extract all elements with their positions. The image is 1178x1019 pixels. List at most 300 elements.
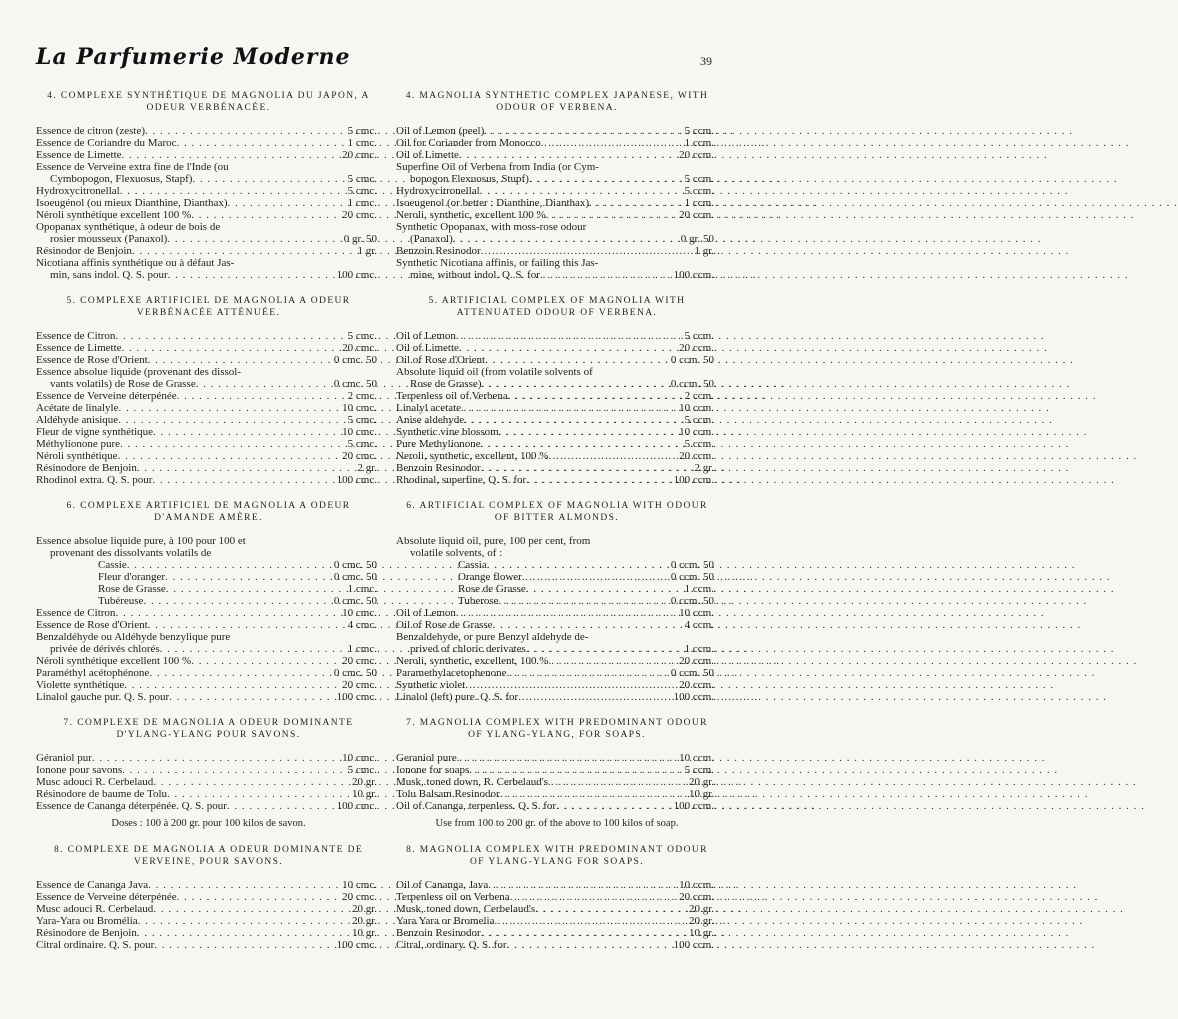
ingredient-name: Yara Yara or Bromelia	[396, 915, 495, 927]
ingredient-row	[36, 378, 381, 390]
french-column	[36, 90, 381, 965]
leader-dots	[459, 149, 642, 161]
ingredient-quantity: 10 cmc.	[342, 879, 377, 891]
leader-dots	[166, 583, 305, 595]
ingredient-row	[396, 691, 718, 703]
ingredient-row	[396, 269, 718, 281]
ingredient-name: Pure Methylionone	[396, 438, 481, 450]
ingredient-row	[396, 438, 718, 450]
ingredient-row	[396, 402, 718, 414]
ingredient-row	[36, 173, 381, 185]
recipe-heading: 4. COMPLEXE SYNTHÉTIQUE DE MAGNOLIA DU JAPON, A ODEUR VERBÉNACÉE.	[47, 91, 370, 113]
ingredient-row	[36, 342, 381, 354]
ingredient-quantity: 5 cmc.	[347, 414, 377, 426]
ingredient-row	[396, 173, 718, 185]
leader-dots	[227, 800, 305, 812]
ingredient-quantity: 1 cmc.	[347, 643, 377, 655]
ingredient-name: Linalol gauche pur. Q. S. pour	[36, 691, 170, 703]
leader-dots	[153, 426, 305, 438]
leader-dots	[456, 607, 642, 619]
ingredient-name: Violette synthétique	[36, 679, 125, 691]
ingredient-row	[396, 378, 718, 390]
page-header	[0, 0, 800, 80]
recipe-heading: 8. MAGNOLIA COMPLEX WITH PREDOMINANT ODOUR OF YLANG-YLANG FOR SOAPS.	[406, 845, 708, 867]
leader-dots	[481, 438, 642, 450]
ingredient-row	[36, 233, 381, 245]
ingredient-name: Musc adouci R. Cerbelaud	[36, 903, 154, 915]
leader-dots	[481, 462, 642, 474]
ingredient-row	[36, 595, 381, 607]
ingredient-name: Rose de Grasse)	[410, 378, 482, 390]
ingredient-name: prived of chloric derivates	[410, 643, 526, 655]
recipe-section	[396, 844, 718, 951]
ingredient-name: min, sans indol. Q. S. pour	[50, 269, 168, 281]
ingredient-quantity: 0 cmc. 50	[333, 667, 377, 679]
leader-dots	[115, 330, 305, 342]
ingredient-row	[396, 631, 718, 643]
leader-dots	[118, 450, 305, 462]
leader-dots	[92, 752, 305, 764]
ingredient-row	[36, 571, 381, 583]
ingredient-row	[36, 776, 381, 788]
ingredient-name: Essence de Verveine extra fine de l'Inde (ou	[36, 161, 229, 173]
ingredient-row	[396, 655, 718, 667]
leader-dots	[177, 891, 305, 903]
ingredient-quantity: 20 ccm.	[679, 655, 714, 667]
ingredient-name: Essence de Rose d'Orient	[36, 619, 148, 631]
ingredient-quantity: 1 cmc.	[347, 583, 377, 595]
ingredient-quantity: 20 cmc.	[342, 655, 377, 667]
ingredient-row	[36, 149, 381, 161]
leader-dots	[461, 402, 642, 414]
ingredient-quantity: 5 cmc.	[347, 764, 377, 776]
ingredient-name: Musk, toned down, Cerbelaud's	[396, 903, 536, 915]
leader-dots	[457, 752, 642, 764]
ingredient-quantity: 1 cmc.	[347, 137, 377, 149]
recipe-section	[36, 295, 381, 486]
leader-dots	[124, 679, 305, 691]
ingredient-quantity: 1 gr.	[694, 245, 714, 257]
ingredient-quantity: 10 gr.	[351, 927, 377, 939]
ingredient-row	[396, 233, 718, 245]
ingredient-name: Rhodinal, superfine, Q. S. for	[396, 474, 527, 486]
leader-dots	[143, 595, 305, 607]
leader-dots	[526, 643, 642, 655]
recipe-section	[36, 90, 381, 281]
ingredient-name: Benzaldéhyde ou Aldéhyde benzylique pure	[36, 631, 231, 643]
ingredient-row	[36, 891, 381, 903]
leader-dots	[149, 667, 305, 679]
ingredient-row	[36, 125, 381, 137]
leader-dots	[120, 438, 305, 450]
ingredient-name: Oil of Limette	[396, 149, 459, 161]
ingredient-name: Aldéhyde anisique	[36, 414, 119, 426]
leader-dots	[507, 667, 642, 679]
ingredient-quantity: 0 cmc. 50	[333, 595, 377, 607]
ingredient-name: Hydroxycitronellal	[36, 185, 120, 197]
ingredient-row	[36, 915, 381, 927]
ingredient-row	[36, 559, 381, 571]
ingredient-quantity: 0 ccm. 50	[670, 571, 714, 583]
ingredient-row	[36, 366, 381, 378]
ingredient-row	[396, 137, 718, 149]
ingredient-quantity: 20 cmc.	[342, 149, 377, 161]
ingredient-row	[396, 354, 718, 366]
leader-dots	[169, 691, 305, 703]
ingredient-quantity: 5 cmc.	[347, 330, 377, 342]
recipe-heading: 5. COMPLEXE ARTIFICIEL DE MAGNOLIA A ODEUR VERBÉNACÉE ATTÉNUÉE.	[66, 296, 351, 318]
ingredient-row	[36, 879, 381, 891]
ingredient-quantity: 100 cmc.	[336, 939, 377, 951]
leader-dots	[148, 354, 305, 366]
leader-dots	[481, 927, 642, 939]
ingredient-row	[36, 474, 381, 486]
ingredient-quantity: 100 ccm.	[673, 269, 714, 281]
ingredient-name: Synthetic Nicotiana affinis, or failing this Jas-	[396, 257, 599, 269]
ingredient-row	[36, 450, 381, 462]
ingredient-row	[36, 691, 381, 703]
leader-dots	[145, 125, 305, 137]
ingredient-name: Oil of Rose d'Orient	[396, 354, 486, 366]
ingredient-name: Oil of Lemon	[396, 607, 456, 619]
ingredient-row	[396, 619, 718, 631]
recipe-section	[36, 844, 381, 951]
recipe-section	[396, 295, 718, 486]
ingredient-name: Fleur d'oranger	[98, 571, 166, 583]
ingredient-row	[396, 927, 718, 939]
ingredient-quantity: 20 cmc.	[342, 891, 377, 903]
leader-dots	[118, 402, 305, 414]
ingredient-quantity: 20 gr.	[688, 903, 714, 915]
ingredient-name: Rose de Grasse	[98, 583, 166, 595]
ingredient-name: Essence de Limette	[36, 342, 122, 354]
leader-dots	[494, 915, 642, 927]
ingredient-quantity: 2 gr.	[357, 462, 377, 474]
leader-dots	[493, 619, 642, 631]
ingredient-quantity: 0 ccm. 50	[670, 378, 714, 390]
ingredient-quantity: 100 ccm.	[673, 691, 714, 703]
ingredient-quantity: 10 ccm.	[679, 752, 714, 764]
ingredient-quantity: 20 cmc.	[342, 209, 377, 221]
leader-dots	[499, 426, 642, 438]
ingredient-name: Essence de Limette	[36, 149, 122, 161]
ingredient-name: Synthetic violet	[396, 679, 466, 691]
ingredient-quantity: 100 cmc.	[336, 800, 377, 812]
ingredient-quantity: 20 ccm.	[679, 679, 714, 691]
ingredient-quantity: 20 gr.	[688, 915, 714, 927]
recipe-section	[396, 500, 718, 703]
ingredient-row	[396, 450, 718, 462]
ingredient-row	[396, 414, 718, 426]
ingredient-quantity: 0 cmc. 50	[333, 559, 377, 571]
ingredient-name: Musc adouci R. Cerbelaud	[36, 776, 154, 788]
ingredient-name: Linalyl acetate	[396, 402, 462, 414]
ingredient-row	[396, 667, 718, 679]
ingredient-name: Essence de Cananga déterpénée. Q. S. pour	[36, 800, 227, 812]
ingredient-name: Cassie	[98, 559, 127, 571]
ingredient-name: Essence de Citron	[36, 330, 116, 342]
ingredient-row	[396, 366, 718, 378]
ingredient-name: Cymbopogon, Flexuosus, Stapf)	[50, 173, 193, 185]
leader-dots	[191, 209, 305, 221]
ingredient-name: Absolute liquid oil (from volatile solvents of	[396, 366, 593, 378]
ingredient-quantity: 20 cmc.	[342, 342, 377, 354]
ingredient-name: vants volatils) de Rose de Grasse	[50, 378, 196, 390]
ingredient-name: Oil of Limette	[396, 342, 459, 354]
ingredient-row	[36, 245, 381, 257]
leader-dots	[165, 571, 305, 583]
leader-dots	[192, 173, 305, 185]
ingredient-row	[396, 161, 718, 173]
leader-dots	[228, 197, 305, 209]
ingredient-quantity: 10 ccm.	[679, 402, 714, 414]
ingredient-row	[396, 903, 718, 915]
ingredient-name: Citral, ordinary. Q. S. for	[396, 939, 507, 951]
english-column	[396, 90, 718, 965]
ingredient-row	[396, 535, 718, 547]
ingredient-quantity: 10 cmc.	[342, 752, 377, 764]
leader-dots	[160, 643, 305, 655]
ingredient-row	[36, 257, 381, 269]
leader-dots	[481, 378, 642, 390]
leader-dots	[122, 149, 305, 161]
ingredient-row	[36, 619, 381, 631]
ingredient-row	[396, 583, 718, 595]
leader-dots	[115, 607, 305, 619]
ingredient-row	[36, 197, 381, 209]
ingredient-name: Essence de Verveine déterpénée	[36, 891, 177, 903]
ingredient-quantity: 10 gr.	[688, 927, 714, 939]
ingredient-name: Neroli, synthetic, excellent 100 %	[396, 209, 546, 221]
leader-dots	[480, 185, 642, 197]
ingredient-row	[396, 185, 718, 197]
ingredient-row	[36, 438, 381, 450]
ingredient-row	[36, 185, 381, 197]
ingredient-name: Paraméthyl acétophénone	[36, 667, 150, 679]
ingredient-row	[396, 679, 718, 691]
ingredient-quantity: 5 ccm.	[684, 438, 714, 450]
ingredient-name: Essence de Cananga Java	[36, 879, 149, 891]
ingredient-name: Résinodore de baume de Tolu	[36, 788, 167, 800]
usage-note: Use from 100 to 200 gr. of the above to 100 kilos of soap.	[435, 818, 679, 829]
ingredient-name: Benzoin Resinodor	[396, 462, 481, 474]
ingredient-name: Oil for Coriander from Monocco	[396, 137, 541, 149]
ingredient-name: Géraniol pur	[36, 752, 92, 764]
leader-dots	[137, 462, 305, 474]
ingredient-name: Terpenless oil of Verbena	[396, 390, 508, 402]
ingredient-quantity: 1 ccm.	[684, 137, 714, 149]
ingredient-row	[396, 776, 718, 788]
ingredient-row	[36, 927, 381, 939]
leader-dots	[127, 559, 305, 571]
leader-dots	[122, 764, 305, 776]
ingredient-row	[36, 426, 381, 438]
leader-dots	[548, 450, 642, 462]
leader-dots	[120, 185, 305, 197]
recipe-heading: 8. COMPLEXE DE MAGNOLIA A ODEUR DOMINANTE DE VERVEINE, POUR SAVONS.	[53, 845, 364, 867]
leader-dots	[168, 269, 305, 281]
leader-dots	[548, 655, 642, 667]
leader-dots	[535, 903, 642, 915]
leader-dots	[456, 330, 642, 342]
recipe-heading: 7. COMPLEXE DE MAGNOLIA A ODEUR DOMINANTE D'YLANG-YLANG POUR SAVONS.	[63, 718, 354, 740]
ingredient-name: (Panaxol)	[410, 233, 453, 245]
ingredient-quantity: 5 cmc.	[347, 438, 377, 450]
ingredient-row	[36, 607, 381, 619]
ingredient-name: Isoeugénol (ou mieux Dianthine, Dianthax)	[36, 197, 228, 209]
ingredient-quantity: 10 gr.	[351, 788, 377, 800]
ingredient-row	[396, 245, 718, 257]
recipe-section	[396, 90, 718, 281]
ingredient-name: Benzoin Resinodor	[396, 245, 481, 257]
ingredient-name: Paramethylacetophenone	[396, 667, 507, 679]
ingredient-name: Néroli synthétique	[36, 450, 118, 462]
leader-dots	[453, 233, 642, 245]
leader-dots	[148, 619, 305, 631]
ingredient-row	[396, 800, 718, 812]
ingredient-quantity: 1 ccm.	[684, 583, 714, 595]
leader-dots	[540, 269, 642, 281]
ingredient-name: Ionone pour savons	[36, 764, 123, 776]
recipe-heading: 7. MAGNOLIA COMPLEX WITH PREDOMINANT ODOUR OF YLANG-YLANG, FOR SOAPS.	[406, 718, 708, 740]
ingredient-name: Oil of Rose de Grasse	[396, 619, 493, 631]
ingredient-row	[36, 390, 381, 402]
ingredient-row	[36, 221, 381, 233]
ingredient-row	[36, 903, 381, 915]
ingredient-name: Neroli, synthetic, excellent, 100 %	[396, 655, 549, 667]
ingredient-quantity: 20 gr.	[351, 903, 377, 915]
ingredient-name: Résinodor de Benjoin	[36, 245, 132, 257]
ingredient-quantity: 0 ccm. 50	[670, 559, 714, 571]
ingredient-row	[396, 879, 718, 891]
ingredient-row	[36, 137, 381, 149]
ingredient-name: Nicotiana affinis synthétique ou à défaut Jas-	[36, 257, 235, 269]
ingredient-row	[36, 330, 381, 342]
ingredient-name: Musk, toned down, R. Cerbelaud's	[396, 776, 548, 788]
leader-dots	[465, 679, 642, 691]
ingredient-row	[36, 631, 381, 643]
ingredient-quantity: 5 ccm.	[684, 330, 714, 342]
ingredient-row	[396, 197, 718, 209]
ingredient-name: Isoeugenol (or better : Dianthine, Dianthax)	[396, 197, 590, 209]
ingredient-name: Tubéreuse	[98, 595, 144, 607]
ingredient-name: Oil of Cananga, Java	[396, 879, 489, 891]
leader-dots	[177, 137, 305, 149]
ingredient-row	[396, 939, 718, 951]
ingredient-row	[36, 209, 381, 221]
leader-dots	[152, 474, 305, 486]
ingredient-row	[36, 354, 381, 366]
leader-dots	[191, 655, 305, 667]
ingredient-quantity: 0 gr. 50	[680, 233, 714, 245]
ingredient-name: Anise aldehyde	[396, 414, 465, 426]
ingredient-name: Tolu Balsam Resinodor	[396, 788, 500, 800]
ingredient-quantity: 10 cmc.	[342, 402, 377, 414]
ingredient-quantity: 100 cmc.	[336, 474, 377, 486]
recipe-heading: 4. MAGNOLIA SYNTHETIC COMPLEX JAPANESE, WITH ODOUR OF VERBENA.	[405, 91, 709, 113]
ingredient-name: Oil of Cananga, terpenless. Q. S. for	[396, 800, 557, 812]
ingredient-name: Benzaldehyde, or pure Benzyl aldehyde de-	[396, 631, 589, 643]
ingredient-row	[396, 330, 718, 342]
ingredient-quantity: 100 ccm.	[673, 939, 714, 951]
ingredient-quantity: 0 cmc. 50	[333, 378, 377, 390]
ingredient-row	[36, 414, 381, 426]
ingredient-row	[36, 161, 381, 173]
leader-dots	[177, 390, 305, 402]
ingredient-quantity: 20 ccm.	[679, 450, 714, 462]
ingredient-quantity: 20 cmc.	[342, 679, 377, 691]
ingredient-name: Cassia	[458, 559, 487, 571]
ingredient-quantity: 2 cmc.	[347, 390, 377, 402]
leader-dots	[546, 209, 642, 221]
ingredient-row	[396, 462, 718, 474]
ingredient-quantity: 100 cmc.	[336, 269, 377, 281]
ingredient-row	[36, 535, 381, 547]
ingredient-row	[396, 595, 718, 607]
ingredient-quantity: 0 ccm. 50	[670, 595, 714, 607]
ingredient-quantity: 1 ccm.	[684, 643, 714, 655]
ingredient-row	[36, 462, 381, 474]
ingredient-row	[36, 667, 381, 679]
ingredient-row	[36, 583, 381, 595]
ingredient-name: provenant des dissolvants volatils de	[50, 547, 212, 559]
ingredient-name: Orange flower	[458, 571, 522, 583]
ingredient-row	[36, 402, 381, 414]
ingredient-name: Tuberose	[458, 595, 499, 607]
ingredient-name: Essence de Verveine déterpénée	[36, 390, 177, 402]
usage-note: Doses : 100 à 200 gr. pour 100 kilos de savon.	[111, 818, 306, 829]
leader-dots	[153, 903, 305, 915]
leader-dots	[137, 927, 305, 939]
leader-dots	[122, 342, 305, 354]
ingredient-quantity: 100 ccm.	[673, 800, 714, 812]
leader-dots	[522, 571, 642, 583]
journal-title: La Parfumerie Moderne	[36, 44, 351, 70]
ingredient-row	[36, 800, 381, 812]
ingredient-row	[396, 209, 718, 221]
ingredient-name: Méthylionone pure	[36, 438, 121, 450]
ingredient-name: Terpenless oil on Verbena	[396, 891, 510, 903]
leader-dots	[469, 764, 642, 776]
ingredient-name: bopogon Flexuosus, Stupf)	[410, 173, 529, 185]
leader-dots	[507, 939, 643, 951]
leader-dots	[548, 776, 642, 788]
leader-dots	[459, 342, 642, 354]
ingredient-quantity: 20 cmc.	[342, 450, 377, 462]
leader-dots	[132, 245, 305, 257]
ingredient-name: Opopanax synthétique, à odeur de bois de	[36, 221, 221, 233]
ingredient-name: Fleur de vigne synthétique	[36, 426, 154, 438]
ingredient-name: rosier mousseux (Panaxol)	[50, 233, 168, 245]
ingredient-row	[396, 390, 718, 402]
ingredient-quantity: 20 ccm.	[679, 342, 714, 354]
recipe-section	[36, 717, 381, 830]
ingredient-quantity: 100 cmc.	[336, 691, 377, 703]
leader-dots	[510, 891, 642, 903]
ingredient-row	[396, 257, 718, 269]
ingredient-quantity: 2 gr.	[694, 462, 714, 474]
ingredient-name: Résinodore de Benjoin	[36, 462, 137, 474]
ingredient-name: Rhodinol extra. Q. S. pour	[36, 474, 153, 486]
ingredient-quantity: 20 ccm.	[679, 891, 714, 903]
ingredient-name: mine, without indol. Q. S. for	[410, 269, 540, 281]
leader-dots	[196, 378, 305, 390]
leader-dots	[485, 354, 642, 366]
ingredient-quantity: 10 ccm.	[679, 879, 714, 891]
ingredient-row	[396, 643, 718, 655]
ingredient-quantity: 5 ccm.	[684, 125, 714, 137]
ingredient-quantity: 10 cmc.	[342, 607, 377, 619]
